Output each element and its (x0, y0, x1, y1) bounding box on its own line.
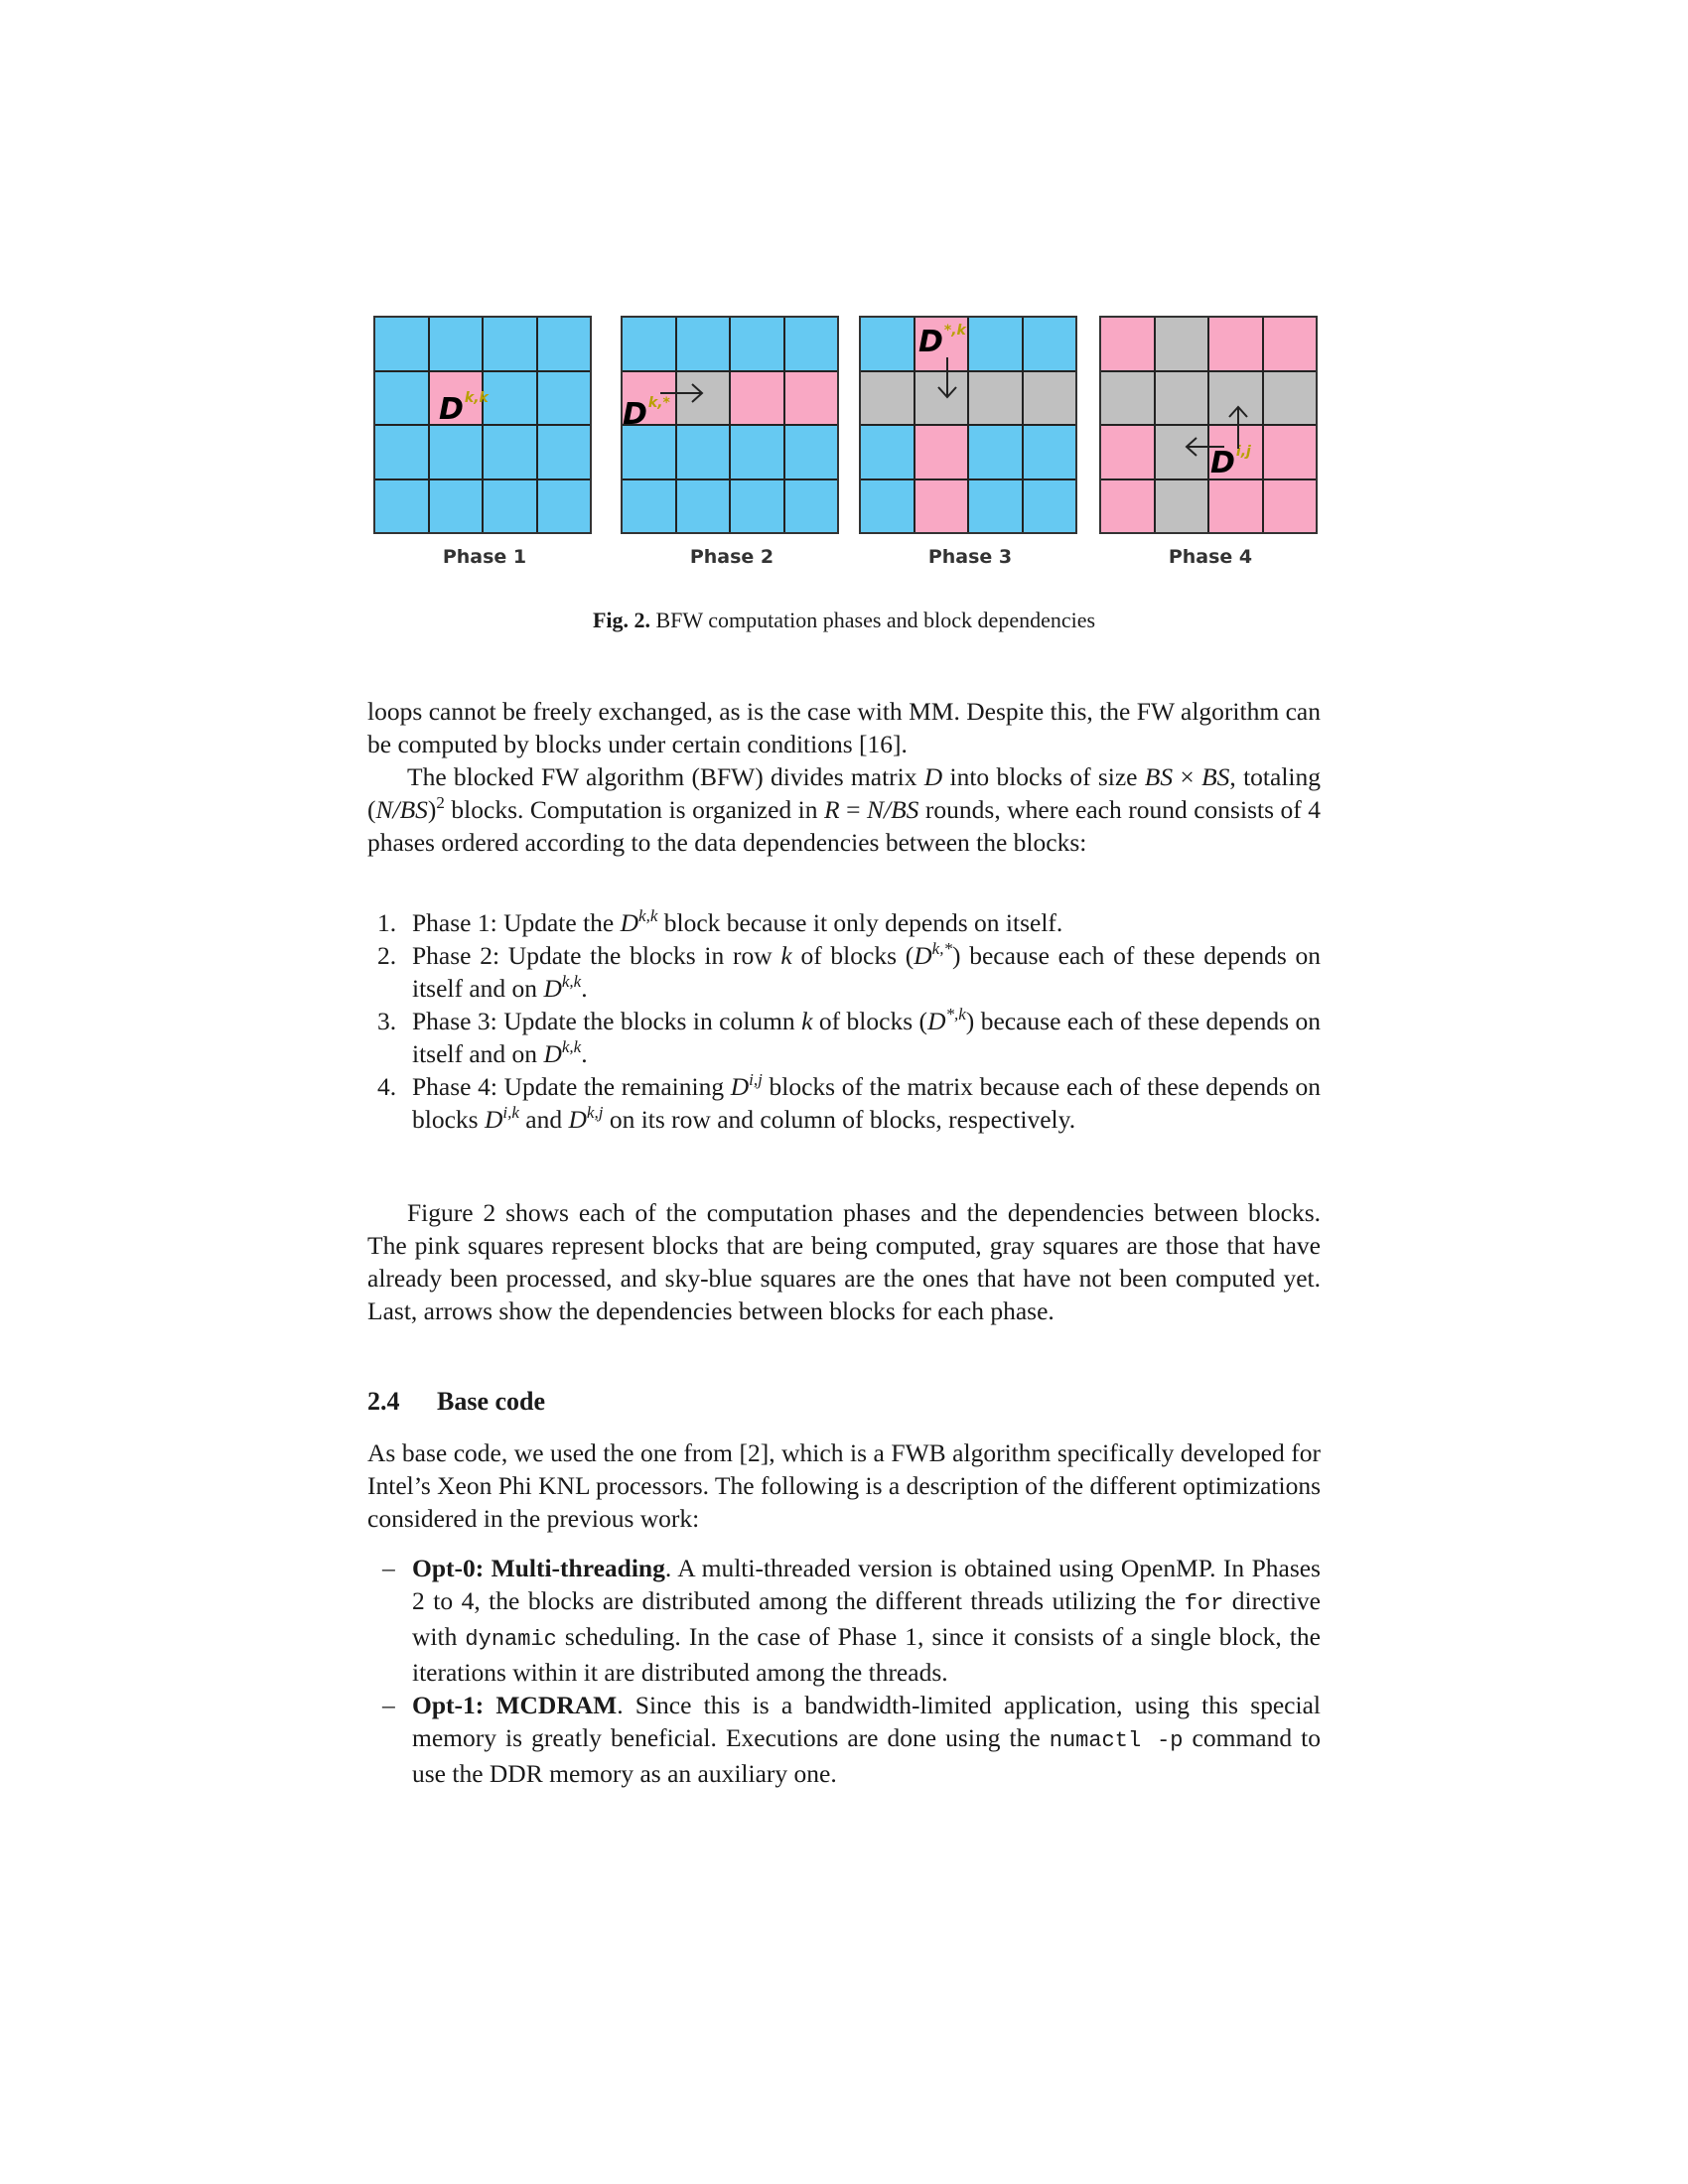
block-cell-blue (430, 426, 483, 478)
d-label-k-star: $D^{k,*}$ (623, 395, 670, 432)
phase-1-panel (373, 316, 596, 568)
block-cell-blue (538, 480, 591, 533)
block-cell-blue (484, 480, 536, 533)
block-cell-pink (915, 318, 968, 370)
block-cell-blue (861, 480, 914, 533)
phases-list (367, 906, 1321, 1136)
block-cell-blue (969, 426, 1022, 478)
block-cell-blue (538, 318, 591, 370)
section-heading (367, 1387, 545, 1417)
figure-caption (367, 608, 1321, 633)
block-cell-blue (538, 426, 591, 478)
block-cell-gray (677, 372, 730, 425)
block-cell-pink (1101, 426, 1154, 478)
block-cell-pink (915, 480, 968, 533)
block-cell-blue (969, 480, 1022, 533)
paragraph-figure-description: Figure 2 shows each of the computation phases and the dependencies between blocks. The pink squares represent blocks that are being computed, gray squares are those that have already been processed, and sky-blue squares are the ones that have not been computed yet. Last, arrows show the dependencies between blocks for each phase. (367, 1198, 1321, 1325)
block-cell-blue (677, 318, 730, 370)
section-title: Base code (437, 1387, 546, 1416)
block-cell-gray (1156, 372, 1208, 425)
block-cell-blue (623, 426, 675, 478)
opt-item-1: – Opt-1: MCDRAM. Since this is a bandwidth-limited application, using this special memory is greatly beneficial. Executions are done using the numactl -p command to use the DDR memory as an auxiliary one. (382, 1691, 1322, 1788)
block-cell-blue (677, 480, 730, 533)
block-cell-blue (538, 372, 591, 425)
opt-1-title: Opt-1: MCDRAM (412, 1691, 618, 1719)
block-cell-gray (1264, 372, 1317, 425)
block-cell-pink (731, 372, 783, 425)
phase-2-grid (621, 316, 839, 534)
block-cell-blue (861, 426, 914, 478)
d-label-star-k: $D^{*,k}$ (918, 323, 966, 359)
block-cell-gray (1101, 372, 1154, 425)
opt-0-title: Opt-0: Multi-threading (412, 1554, 665, 1582)
block-cell-pink (1264, 318, 1317, 370)
d-label-kk: D$^{k,k}$ (439, 390, 489, 427)
block-cell-blue (861, 318, 914, 370)
paragraph-base-code: As base code, we used the one from [2], which is a FWB algorithm specifically developed for Intel’s Xeon Phi KNL processors. The following is a description of the different optimizations considered in the previous work: (367, 1438, 1321, 1533)
block-cell-blue (731, 426, 783, 478)
caption-text: BFW computation phases and block dependencies (650, 608, 1096, 632)
block-cell-blue (731, 480, 783, 533)
block-cell-blue (677, 426, 730, 478)
block-cell-blue (375, 318, 428, 370)
block-cell-pink (785, 372, 838, 425)
paragraph-continuation: loops cannot be freely exchanged, as is the case with MM. Despite this, the FW algorithm can be computed by blocks under certain conditions [16]. (367, 697, 1321, 758)
block-cell-gray (1156, 318, 1208, 370)
block-cell-blue (484, 426, 536, 478)
block-cell-blue (375, 480, 428, 533)
block-cell-pink (1101, 480, 1154, 533)
block-cell-gray (1024, 372, 1076, 425)
text-block-1 (367, 695, 1321, 859)
block-cell-blue (430, 318, 483, 370)
block-cell-blue (969, 318, 1022, 370)
phase-item-1: 1. Phase 1: Update the D$^{k,k}$ block because it only depends on itself. (377, 906, 1063, 937)
phase-3-label: Phase 3 (927, 546, 1013, 568)
phase-2-label: Phase 2 (689, 546, 774, 568)
block-cell-gray (1209, 372, 1262, 425)
block-cell-blue (785, 318, 838, 370)
block-cell-pink (623, 372, 675, 425)
phase-2-panel (621, 316, 843, 568)
phase-item-3: 3. Phase 3: Update the blocks in column k of blocks $(D^{*,k})$ because each of these depends on itself and on D$^{k,k}$. (377, 1005, 1322, 1068)
phase-1-label: Phase 1 (442, 546, 527, 568)
block-cell-blue (1024, 480, 1076, 533)
opt-item-0: – Opt-0: Multi-threading. A multi-threaded version is obtained using OpenMP. In Phases 2 to 4, the blocks are distributed among the different threads utilizing the for directive with dynamic scheduling. In the case of Phase 1, since it consists of a single block, the iterations within it are distributed among the threads. (382, 1554, 1322, 1687)
block-cell-pink (1264, 480, 1317, 533)
block-cell-blue (731, 318, 783, 370)
block-cell-pink (1101, 318, 1154, 370)
phase-4-panel (1099, 316, 1322, 568)
block-cell-pink (1209, 480, 1262, 533)
block-cell-blue (484, 372, 536, 425)
optimizations-list (367, 1552, 1321, 1790)
block-cell-gray (1156, 426, 1208, 478)
block-cell-gray (969, 372, 1022, 425)
phase-4-label: Phase 4 (1168, 546, 1253, 568)
opts-list-block (367, 1552, 1321, 1790)
block-cell-blue (785, 426, 838, 478)
phase-4-grid (1099, 316, 1318, 534)
block-cell-blue (484, 318, 536, 370)
phase-3-grid (859, 316, 1077, 534)
block-cell-blue (785, 480, 838, 533)
block-cell-pink (1209, 318, 1262, 370)
phase-item-4: 4. Phase 4: Update the remaining D$^{i,j}$ blocks of the matrix because each of these depends on blocks D$^{i,k}$ and D$^{k,j}$ on its row and column of blocks, respectively. (377, 1070, 1321, 1134)
block-cell-blue (1024, 318, 1076, 370)
block-cell-blue (623, 318, 675, 370)
figure-bfw-phases (367, 316, 1321, 584)
caption-label: Fig. 2. (592, 608, 650, 632)
block-cell-blue (430, 480, 483, 533)
block-cell-gray (861, 372, 914, 425)
phase-1-grid (373, 316, 592, 534)
block-cell-blue (375, 426, 428, 478)
block-cell-blue (623, 480, 675, 533)
d-label-ij: D$^{i,j}$ (1210, 444, 1251, 480)
phase-item-2: 2. Phase 2: Update the blocks in row k of blocks $(D^{k,*})$ because each of these depends on itself and on D$^{k,k}$. (377, 939, 1322, 1003)
phase-3-panel (859, 316, 1081, 568)
text-block-figure-description (367, 1196, 1321, 1327)
phases-list-block (367, 906, 1321, 1136)
block-cell-pink (430, 372, 483, 425)
block-cell-blue (1024, 426, 1076, 478)
block-cell-pink (1264, 426, 1317, 478)
block-cell-pink (1209, 426, 1262, 478)
section-number: 2.4 (367, 1387, 400, 1416)
block-cell-gray (915, 372, 968, 425)
block-cell-pink (915, 426, 968, 478)
block-cell-gray (1156, 480, 1208, 533)
block-cell-blue (375, 372, 428, 425)
text-block-base-code (367, 1436, 1321, 1535)
paragraph-bfw: The blocked FW algorithm (BFW) divides matrix D into blocks of size BS × BS, totaling $(N/BS)^2$ blocks. Computation is organized in R = N/BS rounds, where each round consists of 4 phases ordered according to the data dependencies between the blocks: (367, 762, 1322, 857)
